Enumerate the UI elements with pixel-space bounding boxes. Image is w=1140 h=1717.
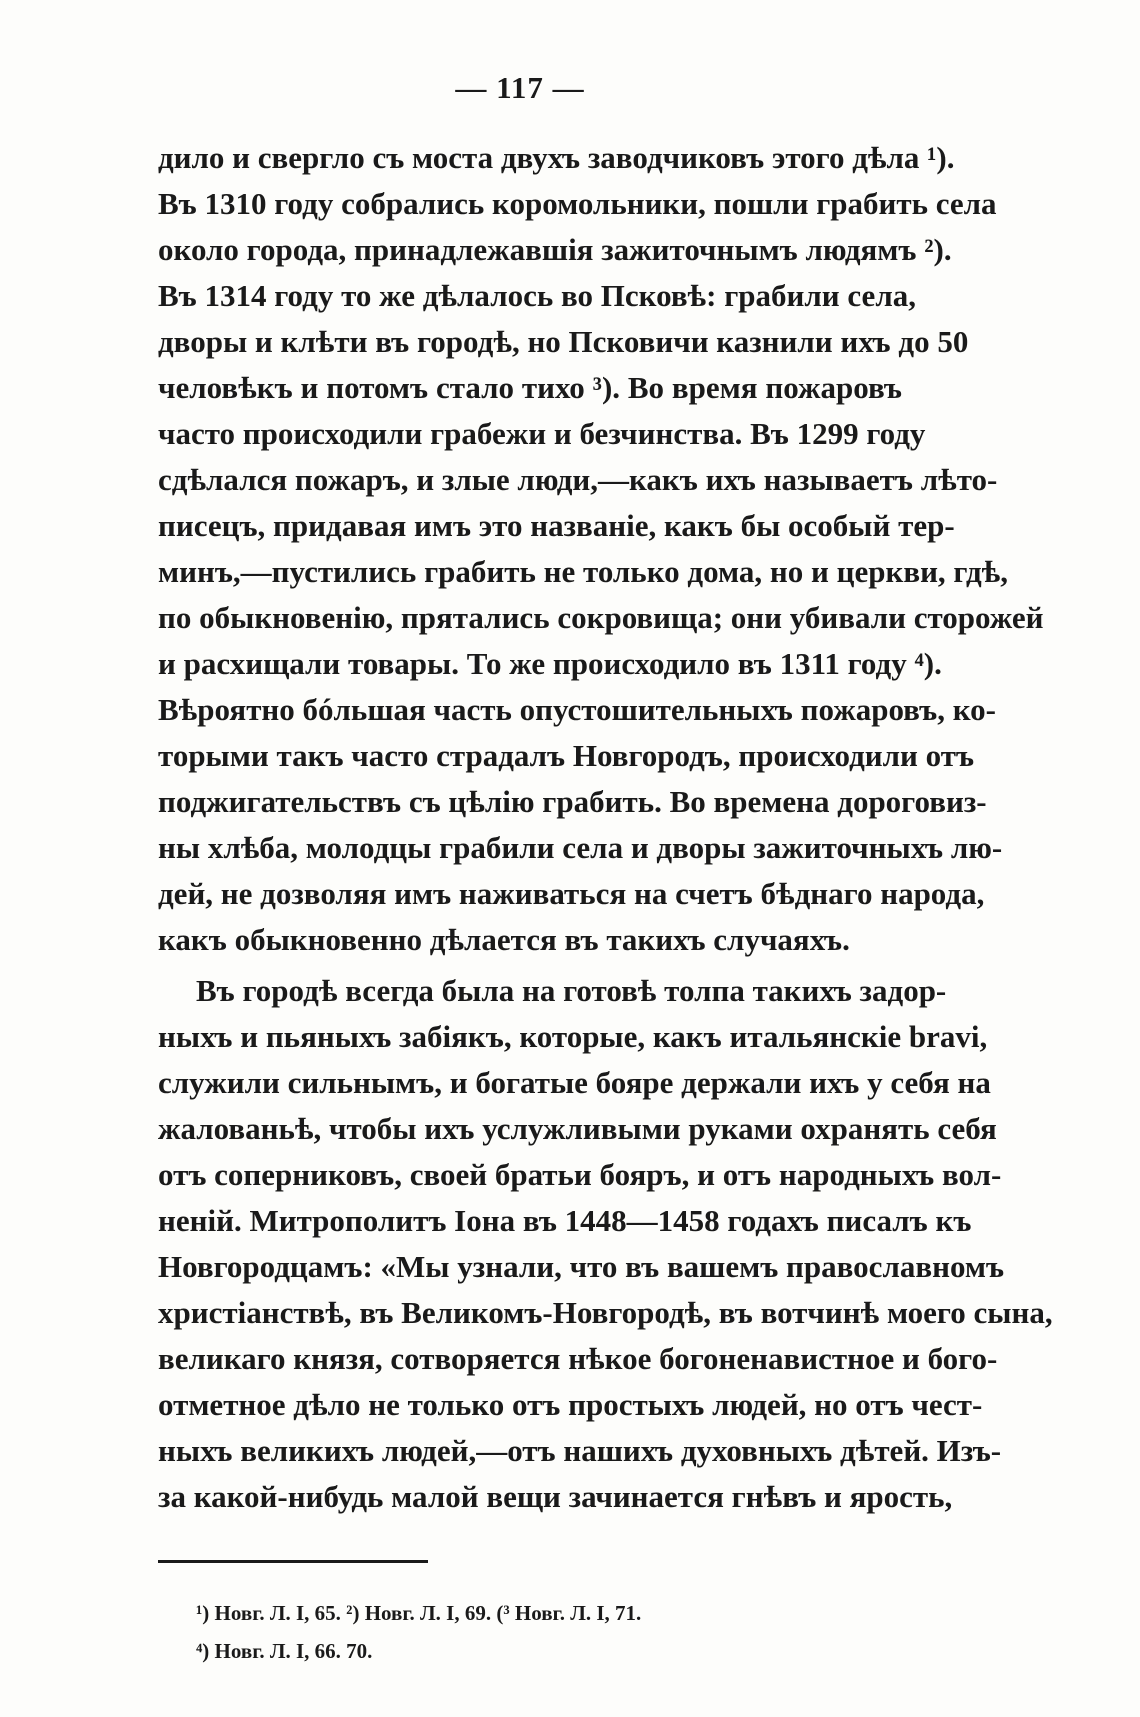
text-line: дей, не дозволяя имъ наживаться на счетъ бѣднаго народа, <box>158 876 985 911</box>
text-line: жалованьѣ, чтобы ихъ услужливыми руками охранять себя <box>158 1111 997 1146</box>
footnote-divider <box>158 1560 428 1563</box>
text-line: по обыкновенію, прятались сокровища; они убивали сторожей <box>158 600 1044 635</box>
text-line: часто происходили грабежи и безчинства. Въ 1299 году <box>158 416 926 451</box>
text-line: ныхъ и пьяныхъ забіякъ, которые, какъ итальянскіе bravi, <box>158 1019 988 1054</box>
text-line: ны хлѣба, молодцы грабили села и дворы зажиточныхъ лю- <box>158 830 1003 865</box>
text-line: Въ 1314 году то же дѣлалось во Псковѣ: грабили села, <box>158 278 916 313</box>
text-line: за какой-нибудь малой вещи зачинается гнѣвъ и ярость, <box>158 1479 953 1514</box>
text-line: Въ 1310 году собрались коромольники, пошли грабить села <box>158 186 997 221</box>
text-line: писецъ, придавая имъ это названіе, какъ бы особый тер- <box>158 508 955 543</box>
text-line: какъ обыкновенно дѣлается въ такихъ случаяхъ. <box>158 922 850 957</box>
text-line: Вѣроятно бóльшая часть опустошительныхъ пожаровъ, ко- <box>158 692 996 727</box>
footnote-line: ⁴) Новг. Л. I, 66. 70. <box>196 1639 373 1663</box>
text-line: человѣкъ и потомъ стало тихо ³). Во время пожаровъ <box>158 370 902 405</box>
text-line: около города, принадлежавшія зажиточнымъ людямъ ²). <box>158 232 952 267</box>
text-line: отметное дѣло не только отъ простыхъ людей, но отъ чест- <box>158 1387 983 1422</box>
text-line: Въ городѣ всегда была на готовѣ толпа такихъ задор- <box>196 973 947 1008</box>
text-line: торыми такъ часто страдалъ Новгородъ, происходили отъ <box>158 738 975 773</box>
text-line: великаго князя, сотворяется нѣкое богоненавистное и бого- <box>158 1341 998 1376</box>
text-line: христіанствѣ, въ Великомъ-Новгородѣ, въ вотчинѣ моего сына, <box>158 1295 1053 1330</box>
text-line: дило и свергло съ моста двухъ заводчиковъ этого дѣла ¹). <box>158 140 955 175</box>
footnote-line: ¹) Новг. Л. I, 65. ²) Новг. Л. I, 69. (³ Новг. Л. I, 71. <box>196 1601 642 1625</box>
text-line: служили сильнымъ, и богатые бояре держали ихъ у себя на <box>158 1065 991 1100</box>
text-line: и расхищали товары. То же происходило въ 1311 году ⁴). <box>158 646 942 681</box>
text-line: Новгородцамъ: «Мы узнали, что въ вашемъ православномъ <box>158 1249 1005 1284</box>
text-line: ныхъ великихъ людей,—отъ нашихъ духовныхъ дѣтей. Изъ- <box>158 1433 1002 1468</box>
text-line: минъ,—пустились грабить не только дома, но и церкви, гдѣ, <box>158 554 1009 589</box>
page-number: — 117 — <box>455 70 585 105</box>
text-line: дворы и клѣти въ городѣ, но Псковичи казнили ихъ до 50 <box>158 324 969 359</box>
text-line: отъ соперниковъ, своей братьи бояръ, и отъ народныхъ вол- <box>158 1157 1002 1192</box>
text-line: сдѣлался пожаръ, и злые люди,—какъ ихъ называетъ лѣто- <box>158 462 998 497</box>
text-line: поджигательствъ съ цѣлію грабить. Во времена дороговиз- <box>158 784 987 819</box>
text-line: неній. Митрополитъ Іона въ 1448—1458 годахъ писалъ къ <box>158 1203 972 1238</box>
